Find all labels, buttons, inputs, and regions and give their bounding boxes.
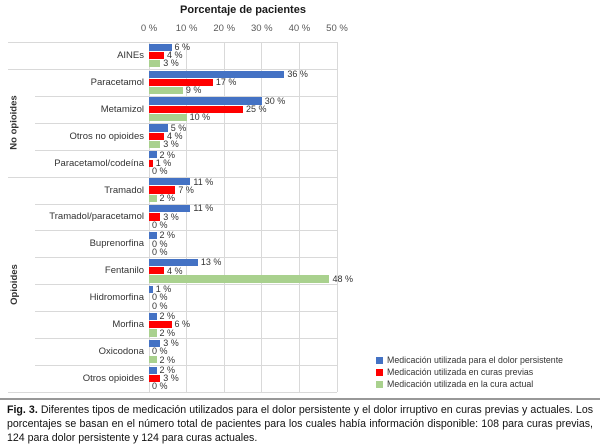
group-label — [6, 177, 22, 392]
category-label: Morfina — [112, 319, 144, 331]
category-label: Paracetamol — [90, 76, 144, 88]
x-axis-tick-label: 20 % — [213, 23, 236, 34]
bar-value-label: 0 % — [152, 381, 168, 392]
bar-value-label: 30 % — [264, 95, 286, 106]
category-label: Tramadol — [104, 184, 144, 196]
legend-color-swatch — [376, 381, 383, 388]
group-label-text: Opioides — [8, 263, 20, 305]
legend-label: Medicación utilizada para el dolor persistente — [387, 355, 564, 365]
category-label: Otros no opioides — [69, 130, 144, 142]
group-separator-line — [8, 392, 337, 393]
bar — [149, 133, 164, 140]
bar-value-label: 4 % — [167, 130, 183, 141]
bar-value-label: 11 % — [193, 203, 214, 214]
bar — [149, 97, 262, 104]
x-axis-tick-label: 0 % — [140, 23, 158, 34]
gridline — [337, 42, 338, 392]
bar — [149, 52, 164, 59]
figure-caption — [0, 398, 600, 446]
category-label: Hidromorfina — [89, 292, 144, 304]
bar — [149, 313, 157, 320]
bar — [149, 114, 187, 121]
bar — [149, 329, 157, 336]
bar — [149, 356, 157, 363]
category-label: Fentanilo — [104, 265, 144, 277]
gridline — [261, 42, 262, 392]
x-axis-tick-label: 40 % — [288, 23, 311, 34]
chart-legend — [376, 354, 563, 390]
bar-value-label: 11 % — [193, 176, 214, 187]
bar — [149, 367, 157, 374]
bar-value-label: 5 % — [170, 122, 187, 133]
bar-value-label: 17 % — [215, 77, 237, 88]
bar-value-label: 0 % — [152, 166, 168, 177]
bar-value-label: 48 % — [332, 273, 353, 284]
legend-item — [376, 366, 563, 378]
group-label — [6, 69, 22, 177]
bar-value-label: 0 % — [152, 346, 168, 357]
bar-value-label: 2 % — [159, 149, 176, 160]
category-label: Paracetamol/codeína — [54, 157, 144, 169]
x-axis-tick-label: 30 % — [250, 23, 273, 34]
x-axis-tick-label: 10 % — [175, 23, 198, 34]
legend-label: Medicación utilizada en la cura actual — [387, 379, 534, 389]
bar-value-label: 9 % — [185, 85, 202, 96]
category-label: AINEs — [117, 49, 144, 61]
category-label: Buprenorfina — [89, 238, 144, 250]
bar-value-label: 13 % — [200, 257, 222, 268]
gridline — [299, 42, 300, 392]
bar — [149, 124, 168, 131]
bar-value-label: 2 % — [159, 193, 176, 204]
bar-value-label: 6 % — [174, 319, 191, 330]
bar-value-label: 0 % — [152, 219, 168, 230]
bar-value-label: 2 % — [159, 364, 176, 375]
bar — [149, 79, 213, 86]
bar-value-label: 10 % — [189, 112, 211, 123]
category-label: Oxicodona — [98, 346, 144, 358]
bar-value-label: 3 % — [163, 373, 179, 384]
bar — [149, 87, 183, 94]
gridline — [224, 42, 225, 392]
bar-value-label: 1 % — [155, 157, 172, 168]
bar — [149, 275, 329, 282]
category-label: Metamizol — [100, 103, 144, 115]
x-axis-tick-label: 50 % — [326, 23, 348, 34]
group-label-text: No opioides — [8, 95, 20, 150]
bar-value-label: 0 % — [152, 246, 168, 257]
legend-label: Medicación utilizada en curas previas — [387, 367, 534, 377]
bar-value-label: 2 % — [159, 327, 176, 338]
bar-value-label: 4 % — [167, 50, 183, 61]
bar — [149, 267, 164, 274]
bar-value-label: 3 % — [163, 211, 179, 222]
category-label: Tramadol/paracetamol — [49, 211, 144, 223]
bar-value-label: 7 % — [178, 184, 194, 195]
legend-color-swatch — [376, 357, 383, 364]
bar-value-label: 0 % — [152, 292, 168, 303]
bar-value-label: 25 % — [246, 104, 267, 114]
figure-caption-text: Diferentes tipos de medicación utilizados para el dolor persistente y el dolor irruptivo en curas previas y actuales. Los porcentajes se basan en el número total de pacientes para los cuales había información disponible: 108 para curas previas, 124 para dolor persistente y 124 para curas actuales. — [7, 404, 594, 444]
bar-value-label: 3 % — [163, 139, 179, 150]
legend-color-swatch — [376, 369, 383, 376]
bar-value-label: 3 % — [163, 58, 179, 69]
bar-value-label: 36 % — [287, 68, 308, 79]
bar — [149, 195, 157, 202]
bar-value-label: 2 % — [159, 354, 176, 365]
bar — [149, 141, 160, 148]
bar-value-label: 6 % — [174, 41, 191, 52]
bar — [149, 60, 160, 67]
bar-value-label: 0 % — [152, 238, 168, 249]
bar-value-label: 2 % — [159, 311, 176, 322]
bar-value-label: 0 % — [152, 300, 168, 311]
chart-title: Porcentaje de pacientes — [180, 4, 306, 16]
legend-item — [376, 378, 563, 390]
bar-value-label: 3 % — [163, 338, 179, 349]
bar-value-label: 2 % — [159, 230, 176, 241]
legend-item — [376, 354, 563, 366]
bar-value-label: 1 % — [155, 284, 172, 295]
bar-value-label: 4 % — [167, 265, 183, 276]
category-label: Otros opioides — [82, 373, 144, 385]
figure-label: Fig. 3. — [7, 404, 38, 416]
